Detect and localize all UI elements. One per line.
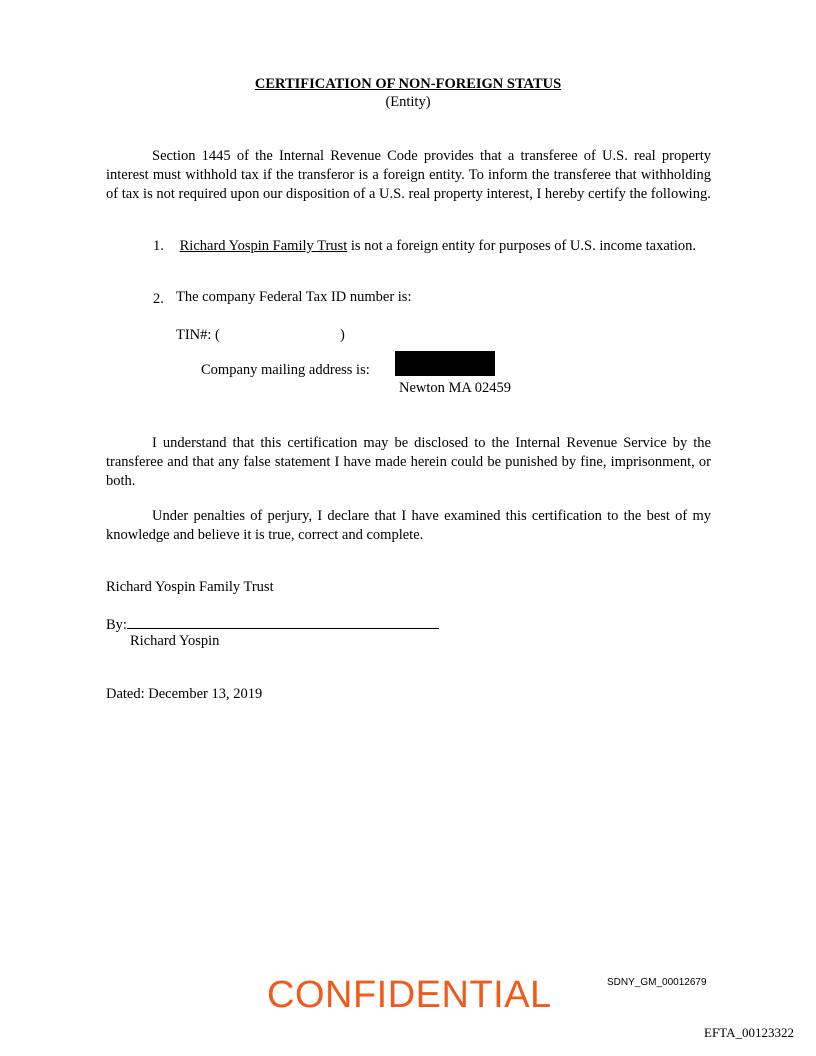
tin-label: TIN#: (	[176, 327, 220, 343]
confidential-stamp: CONFIDENTIAL	[267, 974, 552, 1016]
dated-line: Dated: December 13, 2019	[106, 686, 263, 702]
item-1-text	[176, 237, 711, 256]
item-1-body: is not a foreign entity for purposes of U.S. income taxation.	[347, 238, 696, 254]
bates-number: SDNY_GM_00012679	[607, 977, 707, 988]
efta-number: EFTA_00123322	[704, 1025, 794, 1040]
disclosure-paragraph: I understand that this certification may be disclosed to the Internal Revenue Service by the transferee and that any false statement I have made herein could be punished by fine, imprisonment, or both.	[106, 435, 711, 489]
page-title: CERTIFICATION OF NON-FOREIGN STATUS	[254, 76, 562, 92]
intro-paragraph: Section 1445 of the Internal Revenue Code provides that a transferee of U.S. real property interest must withhold tax if the transferor is a foreign entity. To inform the transferee that withholding of tax is not required upon our disposition of a U.S. real property interest, I hereby certify the following.	[106, 148, 711, 202]
page-subtitle: (Entity)	[385, 94, 431, 110]
signature-entity: Richard Yospin Family Trust	[106, 579, 274, 595]
entity-name: Richard Yospin Family Trust	[179, 238, 348, 254]
by-label: By:	[106, 617, 127, 633]
signer-name: Richard Yospin	[130, 633, 220, 649]
perjury-paragraph: Under penalties of perjury, I declare that I have examined this certification to the best of my knowledge and believe it is true, correct and complete.	[106, 508, 711, 543]
item-1-number: 1.	[153, 238, 164, 254]
signature-line	[127, 614, 439, 629]
item-2-text: The company Federal Tax ID number is:	[176, 289, 412, 305]
signature-line-row	[106, 614, 439, 634]
address-label: Company mailing address is:	[201, 362, 370, 378]
tin-close: )	[340, 327, 345, 343]
item-2-number: 2.	[153, 291, 164, 307]
redaction-box	[395, 351, 495, 376]
address-city-line: Newton MA 02459	[399, 380, 511, 396]
